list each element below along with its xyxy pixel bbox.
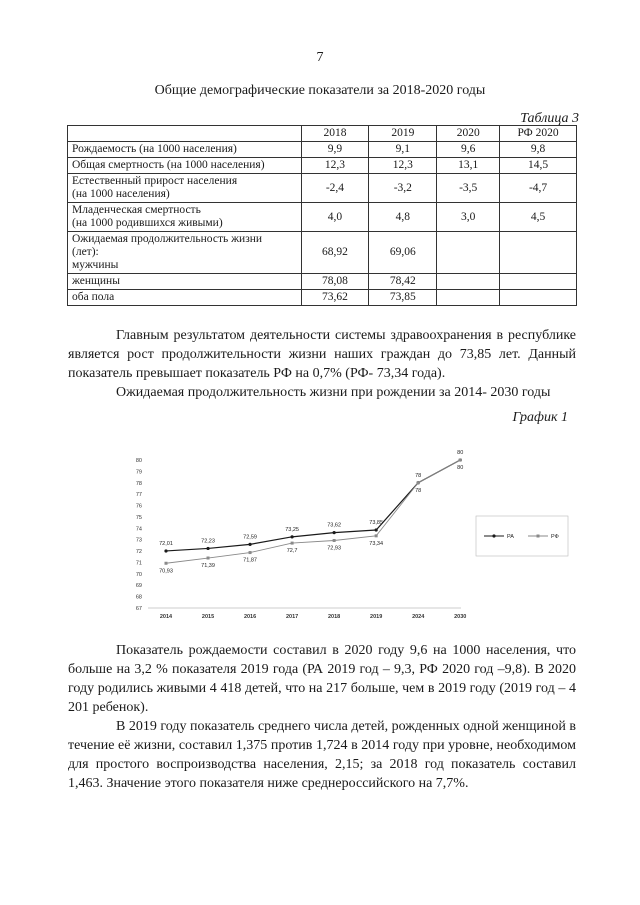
data-label: 78 xyxy=(415,487,422,494)
row-label: Общая смертность (на 1000 населения) xyxy=(68,158,302,174)
data-label: 71,87 xyxy=(243,557,257,564)
row-label-line: (на 1000 населения) xyxy=(72,188,170,200)
x-tick-label: 2030 xyxy=(454,614,467,620)
x-tick-label: 2015 xyxy=(201,614,215,620)
data-point xyxy=(207,557,210,560)
x-tick-label: 2016 xyxy=(243,614,257,620)
data-label: 72,7 xyxy=(286,548,298,555)
x-tick-label: 2017 xyxy=(285,614,299,620)
data-label: 72,93 xyxy=(327,545,342,552)
table-cell xyxy=(500,274,577,290)
document-title: Общие демографические показатели за 2018-2020 годы xyxy=(154,83,486,98)
table-cell: 14,5 xyxy=(500,158,577,174)
demographics-table xyxy=(67,125,577,306)
data-point xyxy=(248,543,251,546)
data-label: 80 xyxy=(457,450,464,456)
table-cell: -4,7 xyxy=(500,174,577,203)
data-point xyxy=(165,562,168,565)
data-point xyxy=(164,549,167,552)
data-point xyxy=(417,481,420,484)
y-tick-label: 79 xyxy=(135,469,142,476)
row-label-line: мужчины xyxy=(72,259,119,271)
table-cell xyxy=(500,232,577,274)
table-cell xyxy=(437,232,500,274)
row-label-line: (лет): xyxy=(72,246,99,258)
header-cell: 2018 xyxy=(301,126,369,142)
data-label: 72,01 xyxy=(159,540,173,547)
table-cell: 3,0 xyxy=(437,203,500,232)
table-header-row xyxy=(68,126,577,142)
table-row xyxy=(68,203,577,232)
table-cell: -2,4 xyxy=(301,174,369,203)
row-label: женщины xyxy=(68,274,302,290)
data-point xyxy=(375,534,378,537)
data-label: 71,39 xyxy=(201,563,215,570)
y-tick-label: 68 xyxy=(135,594,142,601)
y-tick-label: 76 xyxy=(135,503,142,510)
y-tick-label: 77 xyxy=(135,492,142,499)
header-cell: РФ 2020 xyxy=(500,126,577,142)
data-point xyxy=(249,551,252,554)
x-tick-label: 2019 xyxy=(370,614,383,620)
data-point xyxy=(333,539,336,542)
table-cell: -3,5 xyxy=(437,174,500,203)
y-tick-label: 69 xyxy=(135,583,142,590)
paragraph-birth-rate: Показатель рождаемости составил в 2020 году 9,6 на 1000 населения, что больше на 3,2 % показателя 2019 года (РА 2019 год – 9,3, РФ 2020 год –9,8). В 2020 году родились живыми 4 418 детей, что на 217 больше, чем в 2019 году (2019 год – 4 201 ребенок). xyxy=(68,643,576,715)
table-cell: 4,5 xyxy=(500,203,577,232)
data-label: 78 xyxy=(415,472,422,479)
row-label xyxy=(68,174,302,203)
table-cell: 68,92 xyxy=(301,232,369,274)
y-tick-label: 73 xyxy=(135,537,142,544)
y-tick-label: 75 xyxy=(135,514,142,521)
paragraph-fertility: В 2019 году показатель среднего числа детей, рожденных одной женщиной в течение её жизни, составил 1,375 против 1,724 в 2014 году при уровне, необходимом для простого воспроизводства населения, 2,15; за 2018 год показатель составил 1,463. Значение этого показателя ниже среднероссийского на 7,7%. xyxy=(68,719,576,791)
y-tick-label: 71 xyxy=(135,560,142,567)
data-point xyxy=(290,535,293,538)
data-point xyxy=(459,459,462,462)
table-caption: Таблица 3 xyxy=(520,111,579,126)
table-row xyxy=(68,142,577,158)
page-number: 7 xyxy=(316,50,324,65)
table-cell: 73,62 xyxy=(301,290,369,306)
data-label: 73,85 xyxy=(369,520,384,527)
row-label-line: (на 1000 родившихся живыми) xyxy=(72,217,223,229)
chart-caption: График 1 xyxy=(512,410,568,425)
table-cell xyxy=(500,290,577,306)
table-row xyxy=(68,274,577,290)
table-cell: 9,8 xyxy=(500,142,577,158)
table-cell: 4,0 xyxy=(301,203,369,232)
data-point xyxy=(375,528,378,531)
table-cell xyxy=(437,290,500,306)
table-cell: 9,9 xyxy=(301,142,369,158)
row-label xyxy=(68,232,302,274)
legend-label: РФ xyxy=(551,534,559,540)
table-row xyxy=(68,290,577,306)
data-label: 72,23 xyxy=(201,538,215,545)
y-tick-label: 80 xyxy=(135,458,142,464)
data-label: 73,34 xyxy=(369,540,384,547)
row-label xyxy=(68,203,302,232)
table-cell: 73,85 xyxy=(369,290,437,306)
y-tick-label: 74 xyxy=(135,526,142,533)
table-cell xyxy=(437,274,500,290)
x-tick-label: 2024 xyxy=(412,614,425,620)
legend-marker xyxy=(537,535,540,538)
row-label: оба пола xyxy=(68,290,302,306)
x-tick-label: 2014 xyxy=(159,614,173,620)
data-point xyxy=(206,547,209,550)
chart-title: Ожидаемая продолжительность жизни при рождении за 2014- 2030 годы xyxy=(116,385,551,400)
table-cell: 78,42 xyxy=(369,274,437,290)
data-point xyxy=(333,531,336,534)
y-tick-label: 67 xyxy=(135,606,142,612)
row-label-line: Ожидаемая продолжительность жизни xyxy=(72,233,263,245)
paragraph-life-expectancy: Главным результатом деятельности системы здравоохранения в республике является рост продолжительности жизни наших граждан до 73,85 лет. Данный показатель превышает показатель РФ на 0,7% (РФ- 73,34 года). xyxy=(68,328,576,381)
x-tick-label: 2018 xyxy=(328,614,341,620)
y-tick-label: 72 xyxy=(135,549,142,556)
header-cell: 2019 xyxy=(369,126,437,142)
table-cell: -3,2 xyxy=(369,174,437,203)
table-cell: 9,6 xyxy=(437,142,500,158)
table-cell: 12,3 xyxy=(369,158,437,174)
y-tick-label: 70 xyxy=(135,571,142,578)
life-expectancy-chart xyxy=(121,448,599,628)
data-label: 80 xyxy=(457,465,464,471)
row-label-line: Младенческая смертность xyxy=(72,204,201,216)
table-cell: 13,1 xyxy=(437,158,500,174)
table-row xyxy=(68,158,577,174)
table-cell: 12,3 xyxy=(301,158,369,174)
legend-label: РА xyxy=(507,534,514,540)
data-label: 73,25 xyxy=(285,526,299,533)
data-label: 73,62 xyxy=(327,522,342,529)
data-label: 70,93 xyxy=(159,568,173,575)
row-label: Рождаемость (на 1000 населения) xyxy=(68,142,302,158)
row-label-line: Естественный прирост населения xyxy=(72,175,238,187)
legend-marker xyxy=(492,534,495,537)
y-tick-label: 78 xyxy=(135,480,142,487)
data-label: 72,59 xyxy=(243,534,257,541)
table-cell: 78,08 xyxy=(301,274,369,290)
table-cell: 69,06 xyxy=(369,232,437,274)
header-cell xyxy=(68,126,302,142)
data-point xyxy=(291,542,294,545)
table-cell: 4,8 xyxy=(369,203,437,232)
table-cell: 9,1 xyxy=(369,142,437,158)
table-row xyxy=(68,174,577,203)
header-cell: 2020 xyxy=(437,126,500,142)
table-row xyxy=(68,232,577,274)
